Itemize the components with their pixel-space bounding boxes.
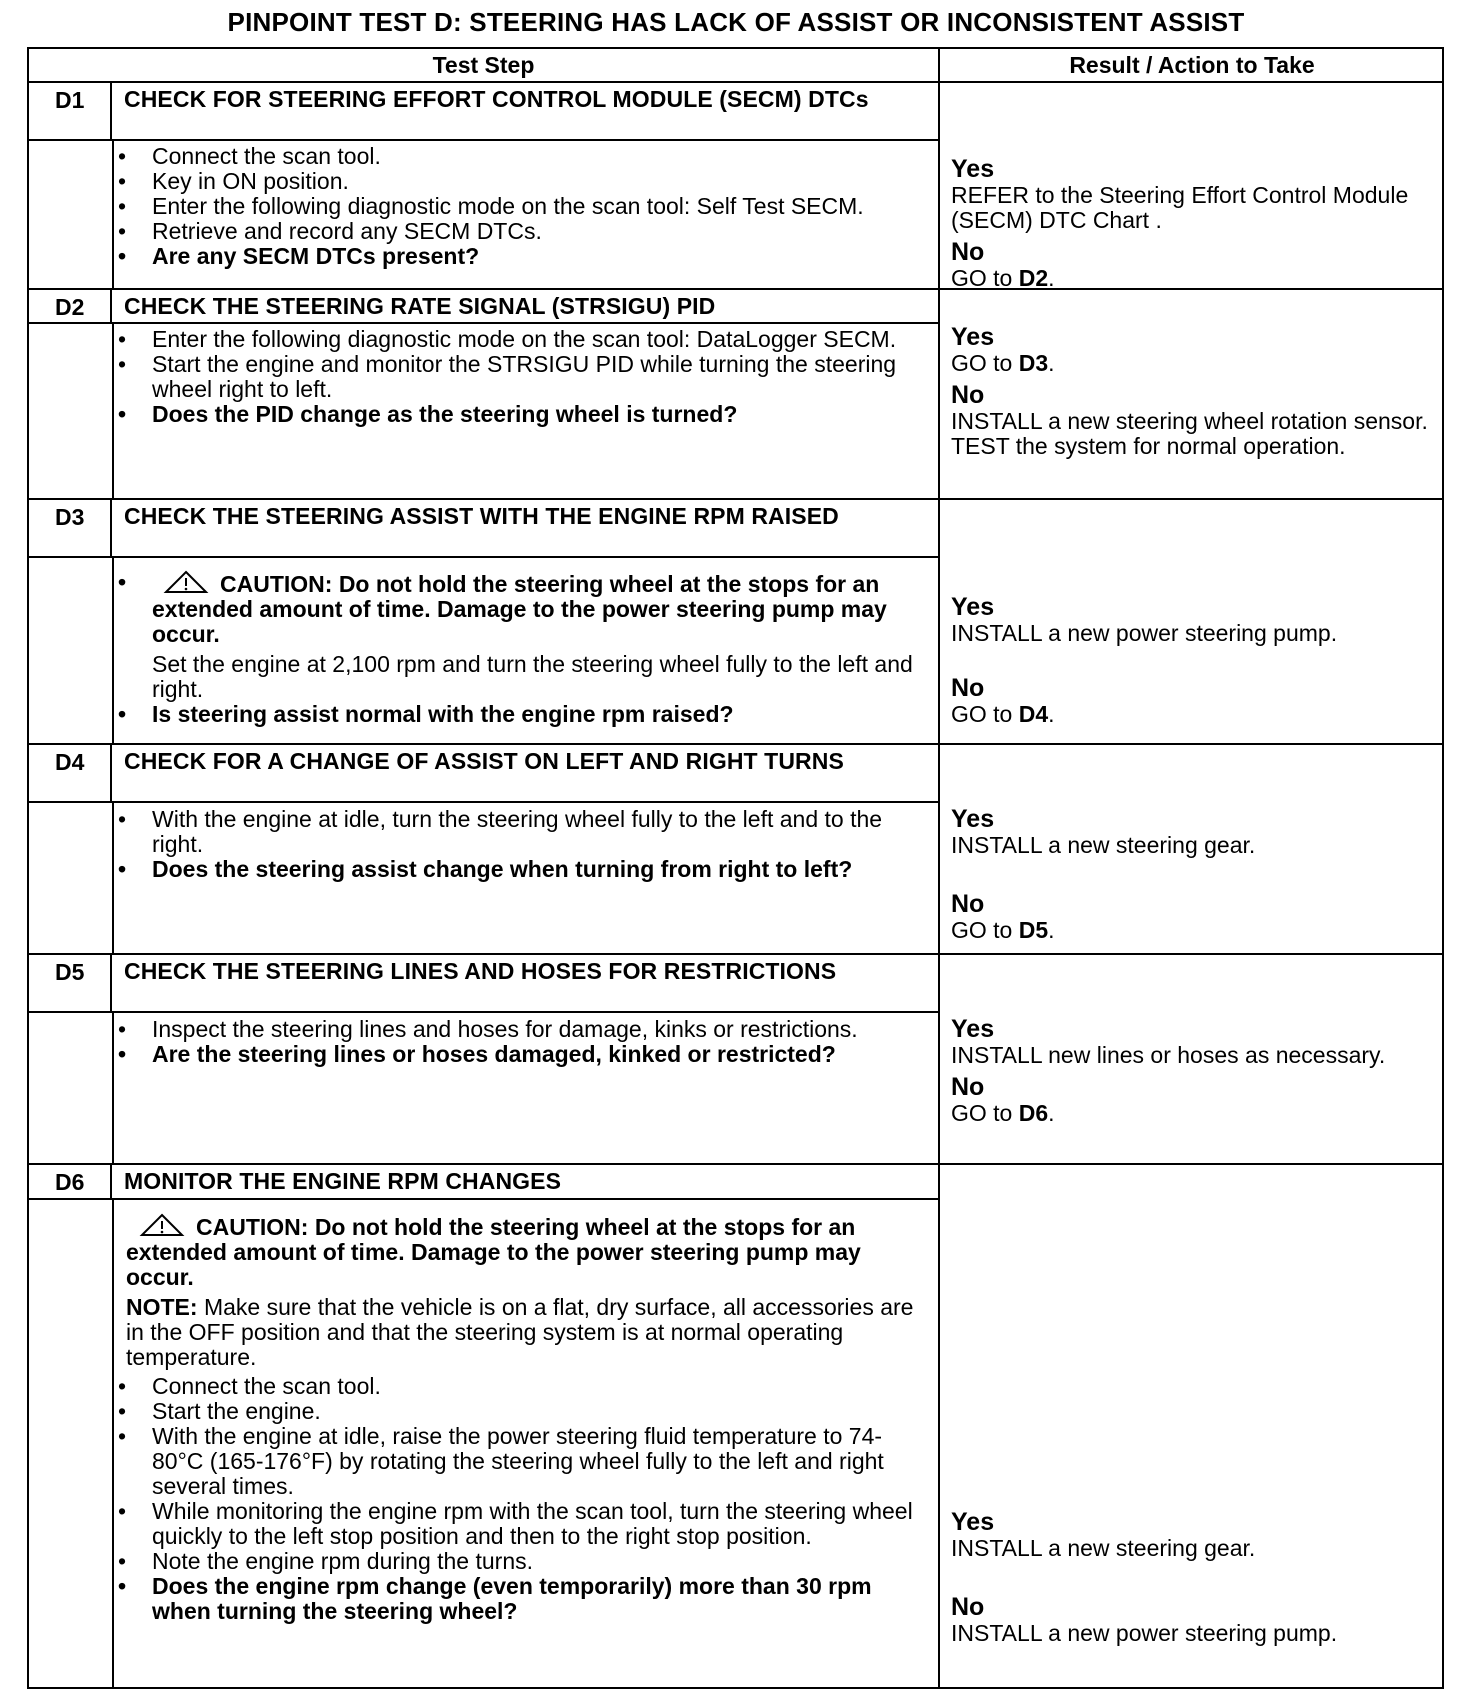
yes-action: REFER to the Steering Effort Control Module (SECM) DTC Chart . — [951, 182, 1409, 233]
step-header — [29, 1165, 938, 1200]
step-title: CHECK THE STEERING LINES AND HOSES FOR RESTRICTIONS — [124, 958, 837, 984]
no-action-ref: D4 — [1018, 701, 1049, 727]
step-body — [112, 324, 938, 498]
step-bullet: • With the engine at idle, turn the steering wheel fully to the left and to the right. — [152, 807, 928, 857]
yes-label: Yes — [951, 323, 995, 351]
step-header — [29, 955, 938, 1013]
step-question: • Does the steering assist change when turning from right to left? — [152, 857, 928, 882]
step-question: • Are any SECM DTCs present? — [152, 244, 928, 269]
no-action — [951, 266, 1434, 291]
step-d3 — [29, 500, 938, 745]
step-question: • Does the PID change as the steering wheel is turned? — [152, 402, 928, 427]
step-bullet: • Enter the following diagnostic mode on the scan tool: DataLogger SECM. — [152, 327, 928, 352]
column-header-test-step: Test Step — [29, 49, 938, 83]
note-label: NOTE: — [126, 1294, 198, 1320]
step-header — [29, 83, 938, 141]
step-header — [29, 745, 938, 803]
yes-label: Yes — [951, 593, 995, 621]
no-label: No — [951, 890, 985, 918]
note-block — [114, 1295, 938, 1370]
no-action-ref: D6 — [1018, 1100, 1049, 1126]
no-action-suffix: . — [1048, 265, 1055, 291]
no-label: No — [951, 674, 985, 702]
yes-action-ref: D3 — [1018, 350, 1049, 376]
step-d4 — [29, 745, 938, 955]
no-action-suffix: . — [1048, 1100, 1055, 1126]
step-d5 — [29, 955, 938, 1165]
page-title: PINPOINT TEST D: STEERING HAS LACK OF ASSIST OR INCONSISTENT ASSIST — [227, 7, 1245, 37]
step-id: D2 — [29, 290, 112, 322]
no-action-suffix: . — [1048, 701, 1055, 727]
yes-label: Yes — [951, 1015, 995, 1043]
result-d1 — [938, 83, 1444, 290]
yes-action — [951, 351, 1434, 376]
no-label: No — [951, 1073, 985, 1101]
step-bullet: • Enter the following diagnostic mode on the scan tool: Self Test SECM. — [152, 194, 928, 219]
yes-action: INSTALL a new steering gear. — [951, 832, 1256, 858]
yes-label: Yes — [951, 155, 995, 183]
step-body — [112, 141, 938, 288]
note-text: Make sure that the vehicle is on a flat, dry surface, all accessories are in the OFF position and that the steering system is at normal operating temperature. — [126, 1294, 914, 1370]
step-header — [29, 500, 938, 558]
result-d3 — [938, 500, 1444, 745]
no-action: INSTALL a new steering wheel rotation sensor. TEST the system for normal operation. — [951, 408, 1428, 459]
pinpoint-test-table — [27, 47, 1444, 1689]
step-id: D6 — [29, 1165, 112, 1198]
result-d2 — [938, 290, 1444, 500]
no-action-text: GO to — [951, 1100, 1019, 1126]
step-id: D1 — [29, 83, 112, 139]
step-title: CHECK THE STEERING RATE SIGNAL (STRSIGU) PID — [124, 293, 716, 319]
yes-label: Yes — [951, 805, 995, 833]
no-action-ref: D5 — [1018, 917, 1049, 943]
step-text: Set the engine at 2,100 rpm and turn the steering wheel fully to the left and right. — [152, 651, 913, 702]
warning-triangle-icon — [162, 570, 210, 594]
step-bullet: • Start the engine and monitor the STRSIGU PID while turning the steering wheel right to left. — [152, 352, 928, 402]
caution-block — [114, 1213, 938, 1290]
no-action-ref: D2 — [1018, 265, 1049, 291]
step-bullet: • Inspect the steering lines and hoses for damage, kinks or restrictions. — [152, 1017, 928, 1042]
yes-action: INSTALL a new power steering pump. — [951, 620, 1338, 646]
caution-text: CAUTION: Do not hold the steering wheel at the stops for an extended amount of time. Damage to the power steering pump may occur. — [152, 571, 887, 647]
warning-triangle-icon — [138, 1213, 186, 1237]
result-d5 — [938, 955, 1444, 1165]
no-action: INSTALL a new power steering pump. — [951, 1620, 1338, 1646]
step-bullet: • Connect the scan tool. — [152, 1374, 928, 1399]
step-question: • Are the steering lines or hoses damaged, kinked or restricted? — [152, 1042, 928, 1067]
step-question: • Is steering assist normal with the engine rpm raised? — [152, 702, 928, 727]
step-title: CHECK FOR A CHANGE OF ASSIST ON LEFT AND RIGHT TURNS — [124, 748, 844, 774]
step-bullet: • Key in ON position. — [152, 169, 928, 194]
step-id: D5 — [29, 955, 112, 1011]
step-d6 — [29, 1165, 938, 1687]
step-bullet: • Connect the scan tool. — [152, 144, 928, 169]
step-title: CHECK FOR STEERING EFFORT CONTROL MODULE (SECM) DTCs — [124, 86, 869, 112]
step-bullet: • Start the engine. — [152, 1399, 928, 1424]
no-label: No — [951, 238, 985, 266]
step-id: D4 — [29, 745, 112, 801]
step-question: • Does the engine rpm change (even temporarily) more than 30 rpm when turning the steering wheel? — [152, 1574, 928, 1624]
no-action-text: GO to — [951, 701, 1019, 727]
step-title: MONITOR THE ENGINE RPM CHANGES — [124, 1168, 562, 1194]
step-bullet: • While monitoring the engine rpm with the scan tool, turn the steering wheel quickly to the left stop position and then to the right stop position. — [152, 1499, 928, 1549]
yes-action: INSTALL a new steering gear. — [951, 1535, 1256, 1561]
result-d6 — [938, 1165, 1444, 1687]
no-action — [951, 1101, 1434, 1126]
step-bullet: • With the engine at idle, raise the power steering fluid temperature to 74-80°C (165-176°F) by rotating the steering wheel fully to the left and right several times. — [152, 1424, 928, 1499]
caution-item — [152, 570, 928, 647]
yes-action: INSTALL new lines or hoses as necessary. — [951, 1042, 1386, 1068]
step-id: D3 — [29, 500, 112, 556]
result-d4 — [938, 745, 1444, 955]
step-header — [29, 290, 938, 324]
step-body — [112, 558, 938, 743]
step-bullet: • Retrieve and record any SECM DTCs. — [152, 219, 928, 244]
yes-action-suffix: . — [1048, 350, 1055, 376]
step-d1 — [29, 83, 938, 290]
no-action — [951, 918, 1434, 943]
no-label: No — [951, 1593, 985, 1621]
yes-action-text: GO to — [951, 350, 1019, 376]
no-action-text: GO to — [951, 917, 1019, 943]
yes-label: Yes — [951, 1508, 995, 1536]
caution-text: CAUTION: Do not hold the steering wheel at the stops for an extended amount of time. Damage to the power steering pump may occur. — [126, 1214, 861, 1290]
no-action-suffix: . — [1048, 917, 1055, 943]
no-action-text: GO to — [951, 265, 1019, 291]
step-body — [112, 1013, 938, 1163]
step-bullet: • Note the engine rpm during the turns. — [152, 1549, 928, 1574]
step-title: CHECK THE STEERING ASSIST WITH THE ENGINE RPM RAISED — [124, 503, 839, 529]
no-label: No — [951, 381, 985, 409]
no-action — [951, 702, 1434, 727]
step-body — [112, 1200, 938, 1687]
step-d2 — [29, 290, 938, 500]
step-body — [112, 803, 938, 953]
column-header-result: Result / Action to Take — [938, 49, 1444, 83]
